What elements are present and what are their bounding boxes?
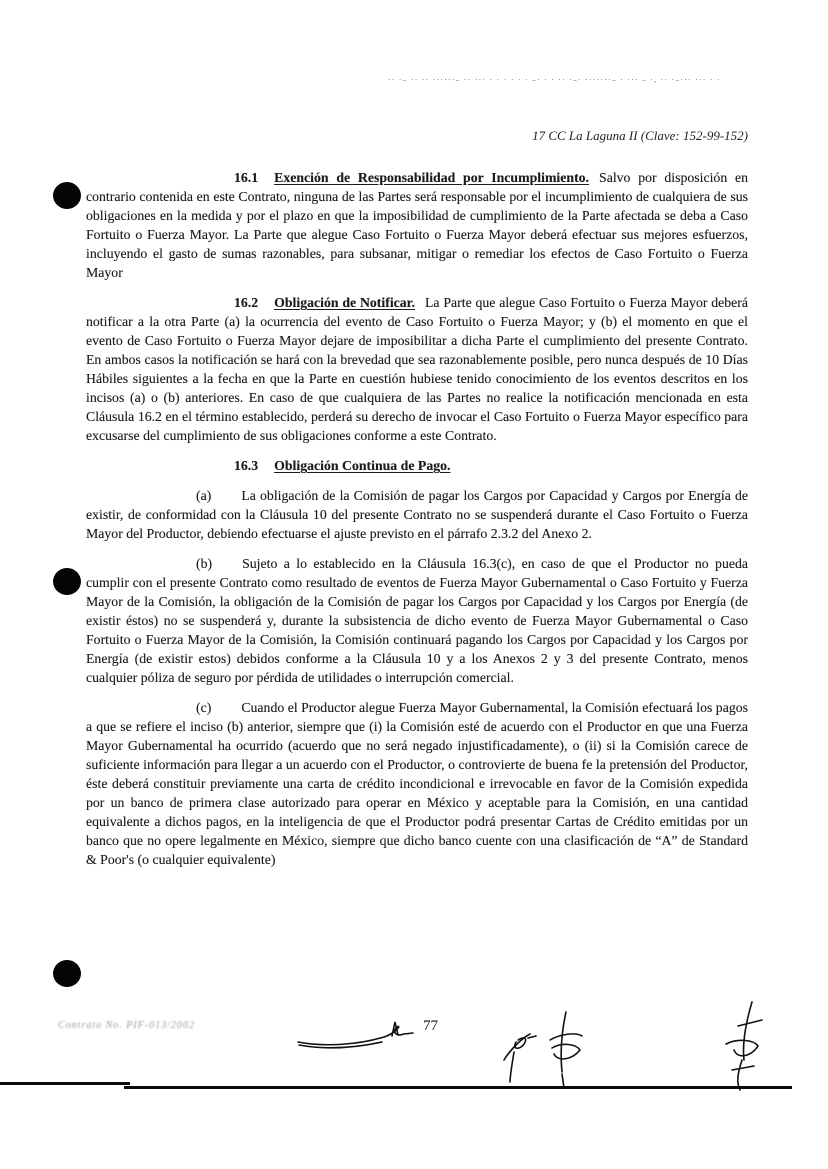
bottom-rule-left-segment (0, 1082, 130, 1085)
signature-initials-center-left (494, 1026, 538, 1084)
section-16-3-number: 16.3 (234, 458, 259, 473)
section-16-1-title: Exención de Responsabilidad por Incumplimiento. (274, 170, 590, 185)
contract-body (86, 168, 748, 880)
page-number: 77 (423, 1018, 438, 1034)
signature-stroke-left (296, 1018, 420, 1050)
section-16-2-number: 16.2 (234, 295, 259, 310)
scan-noise-line: ·· ·– ·· ·· ······– ·· ··· · · · · · · –· · · ·· ·–· ·······– · ··· – ·, ·· ·–··· ··· · · (388, 76, 721, 84)
clause-b-body: Sujeto a lo establecido en la Cláusula 16.3(c), en caso de que el Productor no pueda cumplir con el presente Contrato como resultado de eventos de Fuerza Mayor Gubernamental o Caso Fortuito y Fuerza Mayor de la Comisión, la obligación de la Comisión de pagar los Cargos por Capacidad y los Cargos por Energía (de existir éstos) no se suspenderá y, durante la subsistencia de dicho evento de Fuerza Mayor Gubernamental o Caso Fortuito o Fuerza Mayor de la Comisión, la Comisión continuará pagando los Cargos por Capacidad y los Cargos por Energía (de existir estos) debidos conforme a la Cláusula 10 y a los Anexos 2 y 3 del presente Contrato, menos cualquier póliza de seguro por pérdida de utilidades o interrupción comercial. (86, 556, 748, 685)
section-16-2-body: La Parte que alegue Caso Fortuito o Fuerza Mayor deberá notificar a la otra Parte (a) la ocurrencia del evento de Caso Fortuito o Fuerza Mayor; y (b) el momento en que el evento de Caso Fortuito o Fuerza Mayor dejare de imposibilitar a dicha Parte el cumplimiento del presente Contrato. En ambos casos la notificación se hará con la brevedad que sea razonablemente posible, pero nunca después de 10 Días Hábiles siguientes a la fecha en que la Parte en cuestión hubiese tenido conocimiento de los eventos descritos en los incisos (a) o (b) anteriores. En caso de que cualquiera de las Partes no realice la notificación mencionada en esta Cláusula 16.2 en el término establecido, perderá su derecho de invocar el Caso Fortuito o Fuerza Mayor específico para excusarse del cumplimiento de sus obligaciones conforme a este Contrato. (86, 295, 749, 443)
document-reference-header: 17 CC La Laguna II (Clave: 152-99-152) (532, 128, 748, 143)
signature-initials-right (710, 998, 772, 1096)
section-16-1-number: 16.1 (234, 170, 259, 185)
punch-hole-middle (53, 568, 81, 595)
section-16-1-paragraph (86, 168, 748, 282)
section-16-1-body: Salvo por disposición en contrario contenida en este Contrato, ninguna de las Partes será responsable por el incumplimiento de cualquiera de sus obligaciones en la medida y por el plazo en que la imposibilidad de cumplimiento de la Parte afectada se deba a Caso Fortuito o Fuerza Mayor. La Parte que alegue Caso Fortuito o Fuerza Mayor deberá efectuar sus mejores esfuerzos, incluyendo el gasto de sumas razonables, para subsanar, mitigar o remediar los efectos de Caso Fortuito o Fuerza Mayor (86, 170, 749, 280)
clause-a-paragraph (86, 486, 748, 543)
section-16-3-title: Obligación Continua de Pago. (274, 458, 451, 473)
clause-a-label: (a) (196, 488, 212, 503)
clause-c-body: Cuando el Productor alegue Fuerza Mayor Gubernamental, la Comisión efectuará los pagos a que se refiere el inciso (b) anterior, siempre que (i) la Comisión esté de acuerdo con el Productor en que una Fuerza Mayor Gubernamental ha ocurrido (acuerdo que no será negado injustificadamente), o (ii) si la Comisión carece de suficiente información para llegar a un acuerdo con el Productor, o controvierte de buena fe la pretensión del Productor, éste deberá constituir previamente una carta de crédito incondicional e irrevocable en favor de la Comisión expedida por un banco de primera clase autorizado para operar en México y aceptable para la Comisión, en una cantidad equivalente a dichos pagos, en la inteligencia de que el Productor podrá presentar Cartas de Crédito emitidas por un banco que no opere legalmente en México, siempre que dicho banco cuente con una clasificación de “A” de Standard & Poor's (o cualquier equivalente) (86, 700, 748, 867)
punch-hole-bottom (53, 960, 81, 987)
footer-contract-reference: Contrato No. PIF-013/2002 (58, 1020, 195, 1031)
bottom-rule-main-segment (124, 1086, 792, 1089)
section-16-2-title: Obligación de Notificar. (274, 295, 415, 310)
signature-initials-center-right (542, 1008, 590, 1092)
clause-a-body: La obligación de la Comisión de pagar los Cargos por Capacidad y Cargos por Energía de existir, de conformidad con la Cláusula 10 del presente Contrato no se suspenderá durante el Caso Fortuito o Fuerza Mayor del Productor, debiendo efectuarse el ajuste previsto en el párrafo 2.3.2 del Anexo 2. (86, 488, 748, 541)
clause-c-paragraph (86, 698, 748, 869)
clause-b-paragraph (86, 554, 748, 687)
section-16-2-paragraph (86, 293, 748, 445)
punch-hole-top (53, 182, 81, 209)
section-16-3-paragraph (86, 456, 748, 475)
clause-c-label: (c) (196, 700, 212, 715)
clause-b-label: (b) (196, 556, 213, 571)
